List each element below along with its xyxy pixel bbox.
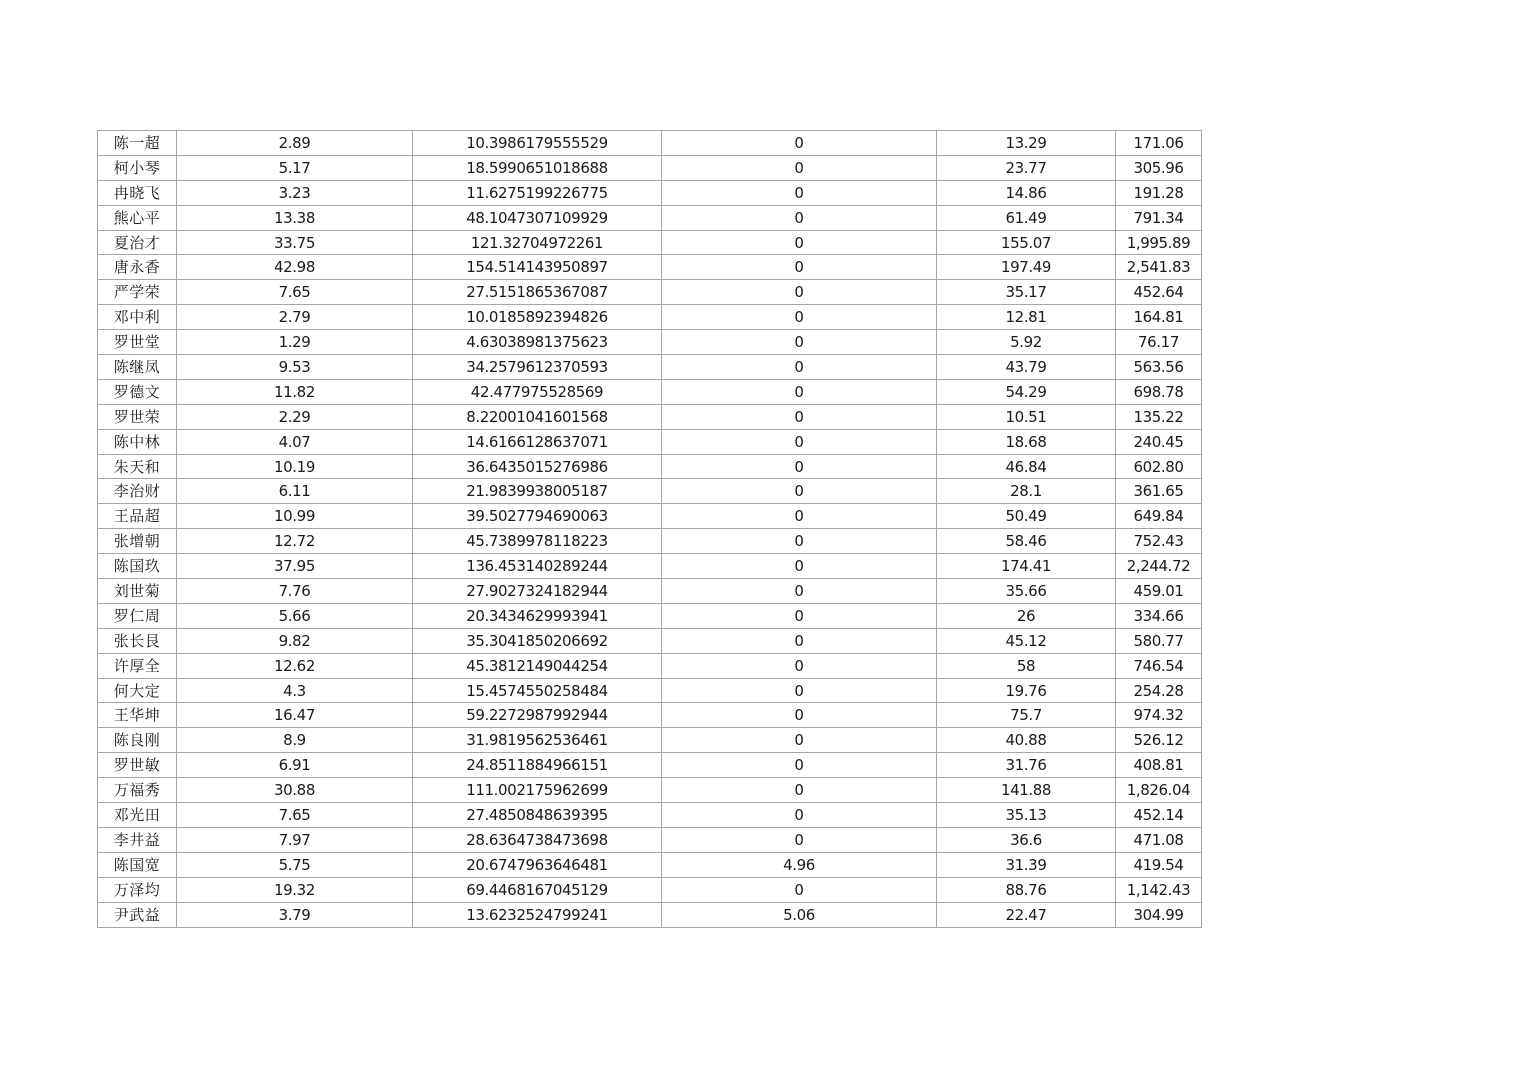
value-cell-1: 2.79	[177, 305, 413, 330]
value-cell-3: 0	[662, 230, 937, 255]
table-row	[98, 554, 1202, 579]
value-cell-4: 23.77	[937, 155, 1116, 180]
value-cell-1: 10.99	[177, 504, 413, 529]
name-cell: 严学荣	[98, 280, 177, 305]
table-row	[98, 504, 1202, 529]
table-row	[98, 703, 1202, 728]
total-cell: 563.56	[1116, 355, 1202, 380]
table-row	[98, 131, 1202, 156]
total-cell: 191.28	[1116, 180, 1202, 205]
data-table	[97, 130, 1202, 928]
value-cell-4: 28.1	[937, 479, 1116, 504]
value-cell-1: 4.07	[177, 429, 413, 454]
value-cell-4: 75.7	[937, 703, 1116, 728]
value-cell-3: 0	[662, 180, 937, 205]
value-cell-1: 5.75	[177, 852, 413, 877]
table-row	[98, 479, 1202, 504]
value-cell-2: 28.6364738473698	[413, 827, 662, 852]
value-cell-3: 0	[662, 155, 937, 180]
value-cell-2: 45.7389978118223	[413, 529, 662, 554]
name-cell: 唐永香	[98, 255, 177, 280]
value-cell-1: 7.65	[177, 280, 413, 305]
total-cell: 752.43	[1116, 529, 1202, 554]
name-cell: 陈国玖	[98, 554, 177, 579]
total-cell: 698.78	[1116, 379, 1202, 404]
value-cell-2: 27.5151865367087	[413, 280, 662, 305]
table-row	[98, 753, 1202, 778]
value-cell-4: 61.49	[937, 205, 1116, 230]
value-cell-4: 10.51	[937, 404, 1116, 429]
table-row	[98, 330, 1202, 355]
value-cell-2: 10.0185892394826	[413, 305, 662, 330]
value-cell-2: 48.1047307109929	[413, 205, 662, 230]
value-cell-3: 4.96	[662, 852, 937, 877]
value-cell-1: 9.82	[177, 628, 413, 653]
value-cell-3: 0	[662, 504, 937, 529]
value-cell-4: 40.88	[937, 728, 1116, 753]
table-row	[98, 728, 1202, 753]
total-cell: 791.34	[1116, 205, 1202, 230]
total-cell: 361.65	[1116, 479, 1202, 504]
name-cell: 罗世荣	[98, 404, 177, 429]
value-cell-2: 27.4850848639395	[413, 803, 662, 828]
total-cell: 135.22	[1116, 404, 1202, 429]
value-cell-1: 16.47	[177, 703, 413, 728]
value-cell-4: 22.47	[937, 902, 1116, 927]
total-cell: 164.81	[1116, 305, 1202, 330]
value-cell-4: 46.84	[937, 454, 1116, 479]
value-cell-2: 20.6747963646481	[413, 852, 662, 877]
value-cell-3: 0	[662, 728, 937, 753]
value-cell-3: 0	[662, 678, 937, 703]
name-cell: 罗世敏	[98, 753, 177, 778]
value-cell-3: 0	[662, 554, 937, 579]
total-cell: 1,142.43	[1116, 877, 1202, 902]
name-cell: 尹武益	[98, 902, 177, 927]
value-cell-3: 0	[662, 653, 937, 678]
value-cell-2: 8.22001041601568	[413, 404, 662, 429]
total-cell: 452.14	[1116, 803, 1202, 828]
value-cell-1: 6.91	[177, 753, 413, 778]
value-cell-2: 39.5027794690063	[413, 504, 662, 529]
table-row	[98, 778, 1202, 803]
name-cell: 万福秀	[98, 778, 177, 803]
table-row	[98, 429, 1202, 454]
table-row	[98, 877, 1202, 902]
total-cell: 240.45	[1116, 429, 1202, 454]
table-row	[98, 355, 1202, 380]
value-cell-1: 3.23	[177, 180, 413, 205]
value-cell-3: 0	[662, 479, 937, 504]
value-cell-4: 58	[937, 653, 1116, 678]
name-cell: 李井益	[98, 827, 177, 852]
name-cell: 夏治才	[98, 230, 177, 255]
value-cell-4: 141.88	[937, 778, 1116, 803]
value-cell-1: 6.11	[177, 479, 413, 504]
value-cell-1: 5.17	[177, 155, 413, 180]
value-cell-3: 0	[662, 131, 937, 156]
value-cell-1: 8.9	[177, 728, 413, 753]
value-cell-2: 35.3041850206692	[413, 628, 662, 653]
total-cell: 254.28	[1116, 678, 1202, 703]
total-cell: 305.96	[1116, 155, 1202, 180]
total-cell: 974.32	[1116, 703, 1202, 728]
value-cell-4: 12.81	[937, 305, 1116, 330]
name-cell: 柯小琴	[98, 155, 177, 180]
value-cell-3: 0	[662, 529, 937, 554]
value-cell-4: 50.49	[937, 504, 1116, 529]
value-cell-3: 0	[662, 280, 937, 305]
value-cell-1: 13.38	[177, 205, 413, 230]
value-cell-2: 18.5990651018688	[413, 155, 662, 180]
name-cell: 罗世堂	[98, 330, 177, 355]
value-cell-3: 0	[662, 753, 937, 778]
value-cell-3: 0	[662, 379, 937, 404]
table-row	[98, 653, 1202, 678]
value-cell-2: 11.6275199226775	[413, 180, 662, 205]
value-cell-1: 19.32	[177, 877, 413, 902]
value-cell-4: 19.76	[937, 678, 1116, 703]
table-row	[98, 205, 1202, 230]
value-cell-4: 35.66	[937, 579, 1116, 604]
table-row	[98, 529, 1202, 554]
value-cell-3: 0	[662, 778, 937, 803]
table-row	[98, 852, 1202, 877]
value-cell-1: 3.79	[177, 902, 413, 927]
value-cell-3: 0	[662, 305, 937, 330]
table-row	[98, 155, 1202, 180]
value-cell-4: 45.12	[937, 628, 1116, 653]
value-cell-2: 4.63038981375623	[413, 330, 662, 355]
name-cell: 朱天和	[98, 454, 177, 479]
value-cell-4: 13.29	[937, 131, 1116, 156]
value-cell-1: 12.62	[177, 653, 413, 678]
table-row	[98, 902, 1202, 927]
value-cell-2: 154.514143950897	[413, 255, 662, 280]
value-cell-4: 155.07	[937, 230, 1116, 255]
value-cell-4: 197.49	[937, 255, 1116, 280]
value-cell-1: 4.3	[177, 678, 413, 703]
name-cell: 邓光田	[98, 803, 177, 828]
value-cell-3: 0	[662, 877, 937, 902]
value-cell-3: 0	[662, 330, 937, 355]
total-cell: 419.54	[1116, 852, 1202, 877]
value-cell-4: 18.68	[937, 429, 1116, 454]
value-cell-2: 27.9027324182944	[413, 579, 662, 604]
value-cell-1: 9.53	[177, 355, 413, 380]
total-cell: 526.12	[1116, 728, 1202, 753]
value-cell-4: 58.46	[937, 529, 1116, 554]
value-cell-2: 121.32704972261	[413, 230, 662, 255]
value-cell-3: 5.06	[662, 902, 937, 927]
total-cell: 2,541.83	[1116, 255, 1202, 280]
table-row	[98, 803, 1202, 828]
name-cell: 陈一超	[98, 131, 177, 156]
table-row	[98, 180, 1202, 205]
value-cell-1: 33.75	[177, 230, 413, 255]
total-cell: 334.66	[1116, 603, 1202, 628]
table-row	[98, 305, 1202, 330]
value-cell-4: 35.13	[937, 803, 1116, 828]
name-cell: 王品超	[98, 504, 177, 529]
value-cell-4: 43.79	[937, 355, 1116, 380]
value-cell-1: 7.65	[177, 803, 413, 828]
total-cell: 580.77	[1116, 628, 1202, 653]
value-cell-2: 10.3986179555529	[413, 131, 662, 156]
value-cell-1: 7.76	[177, 579, 413, 604]
name-cell: 陈中林	[98, 429, 177, 454]
table-row	[98, 827, 1202, 852]
total-cell: 602.80	[1116, 454, 1202, 479]
value-cell-3: 0	[662, 355, 937, 380]
value-cell-4: 88.76	[937, 877, 1116, 902]
value-cell-3: 0	[662, 603, 937, 628]
value-cell-4: 35.17	[937, 280, 1116, 305]
value-cell-1: 5.66	[177, 603, 413, 628]
value-cell-3: 0	[662, 454, 937, 479]
value-cell-2: 13.6232524799241	[413, 902, 662, 927]
table-row	[98, 230, 1202, 255]
value-cell-3: 0	[662, 628, 937, 653]
value-cell-2: 69.4468167045129	[413, 877, 662, 902]
value-cell-1: 10.19	[177, 454, 413, 479]
table-row	[98, 454, 1202, 479]
value-cell-2: 59.2272987992944	[413, 703, 662, 728]
name-cell: 陈国宽	[98, 852, 177, 877]
table-row	[98, 628, 1202, 653]
value-cell-2: 45.3812149044254	[413, 653, 662, 678]
value-cell-2: 14.6166128637071	[413, 429, 662, 454]
table-row	[98, 280, 1202, 305]
value-cell-4: 36.6	[937, 827, 1116, 852]
table-row	[98, 579, 1202, 604]
name-cell: 王华坤	[98, 703, 177, 728]
value-cell-1: 7.97	[177, 827, 413, 852]
name-cell: 张长艮	[98, 628, 177, 653]
value-cell-4: 5.92	[937, 330, 1116, 355]
table-row	[98, 603, 1202, 628]
value-cell-2: 24.8511884966151	[413, 753, 662, 778]
name-cell: 罗德文	[98, 379, 177, 404]
total-cell: 649.84	[1116, 504, 1202, 529]
total-cell: 452.64	[1116, 280, 1202, 305]
value-cell-1: 2.29	[177, 404, 413, 429]
value-cell-4: 26	[937, 603, 1116, 628]
value-cell-3: 0	[662, 579, 937, 604]
value-cell-1: 11.82	[177, 379, 413, 404]
value-cell-2: 42.477975528569	[413, 379, 662, 404]
value-cell-1: 12.72	[177, 529, 413, 554]
name-cell: 刘世菊	[98, 579, 177, 604]
name-cell: 罗仁周	[98, 603, 177, 628]
total-cell: 471.08	[1116, 827, 1202, 852]
value-cell-1: 37.95	[177, 554, 413, 579]
name-cell: 许厚全	[98, 653, 177, 678]
value-cell-3: 0	[662, 803, 937, 828]
value-cell-2: 31.9819562536461	[413, 728, 662, 753]
name-cell: 熊心平	[98, 205, 177, 230]
table-row	[98, 255, 1202, 280]
value-cell-4: 31.76	[937, 753, 1116, 778]
value-cell-4: 31.39	[937, 852, 1116, 877]
table-row	[98, 379, 1202, 404]
table-body	[98, 131, 1202, 928]
value-cell-2: 21.9839938005187	[413, 479, 662, 504]
name-cell: 陈良刚	[98, 728, 177, 753]
total-cell: 459.01	[1116, 579, 1202, 604]
value-cell-4: 174.41	[937, 554, 1116, 579]
name-cell: 李治财	[98, 479, 177, 504]
value-cell-1: 42.98	[177, 255, 413, 280]
value-cell-3: 0	[662, 255, 937, 280]
table-row	[98, 678, 1202, 703]
value-cell-1: 30.88	[177, 778, 413, 803]
value-cell-2: 20.3434629993941	[413, 603, 662, 628]
name-cell: 陈继凤	[98, 355, 177, 380]
value-cell-2: 136.453140289244	[413, 554, 662, 579]
value-cell-3: 0	[662, 205, 937, 230]
value-cell-2: 111.002175962699	[413, 778, 662, 803]
table-row	[98, 404, 1202, 429]
total-cell: 76.17	[1116, 330, 1202, 355]
name-cell: 冉晓飞	[98, 180, 177, 205]
name-cell: 万泽均	[98, 877, 177, 902]
name-cell: 邓中利	[98, 305, 177, 330]
value-cell-3: 0	[662, 703, 937, 728]
value-cell-2: 36.6435015276986	[413, 454, 662, 479]
name-cell: 张增朝	[98, 529, 177, 554]
name-cell: 何大定	[98, 678, 177, 703]
value-cell-4: 14.86	[937, 180, 1116, 205]
value-cell-2: 34.2579612370593	[413, 355, 662, 380]
total-cell: 2,244.72	[1116, 554, 1202, 579]
value-cell-3: 0	[662, 827, 937, 852]
value-cell-3: 0	[662, 404, 937, 429]
total-cell: 304.99	[1116, 902, 1202, 927]
value-cell-2: 15.4574550258484	[413, 678, 662, 703]
value-cell-1: 1.29	[177, 330, 413, 355]
value-cell-1: 2.89	[177, 131, 413, 156]
total-cell: 408.81	[1116, 753, 1202, 778]
value-cell-4: 54.29	[937, 379, 1116, 404]
value-cell-3: 0	[662, 429, 937, 454]
total-cell: 171.06	[1116, 131, 1202, 156]
total-cell: 746.54	[1116, 653, 1202, 678]
total-cell: 1,826.04	[1116, 778, 1202, 803]
total-cell: 1,995.89	[1116, 230, 1202, 255]
